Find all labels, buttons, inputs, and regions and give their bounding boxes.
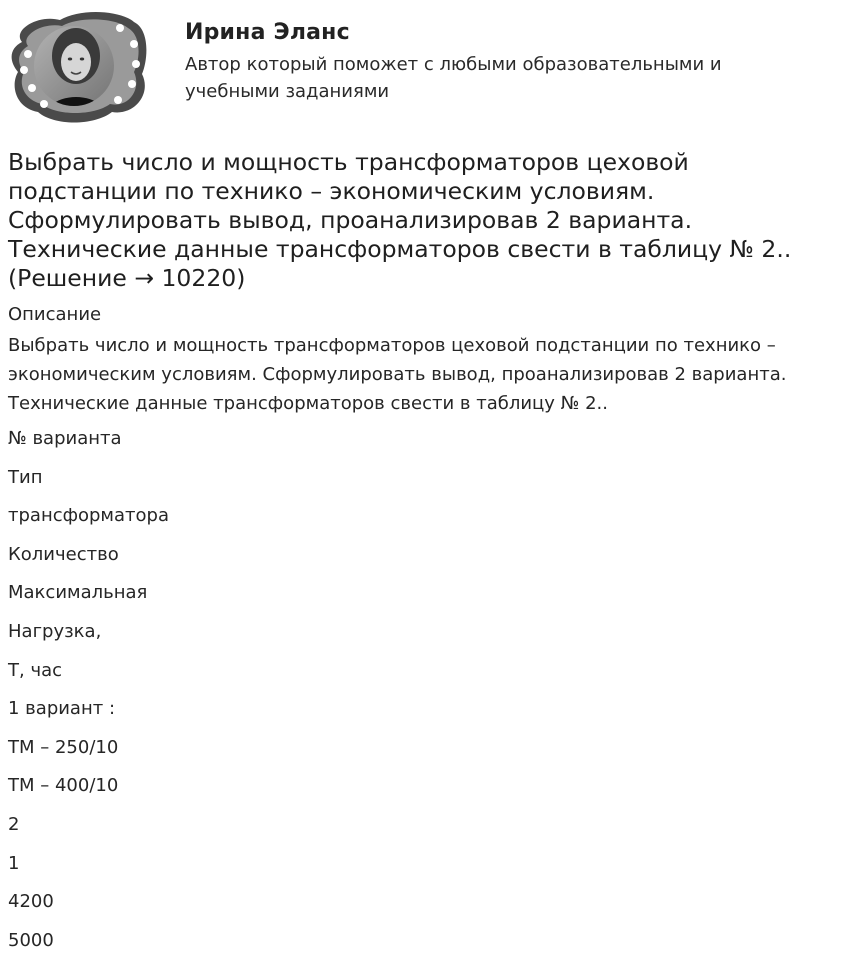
- content-line: Т, час: [8, 659, 62, 681]
- content-line: ТМ – 400/10: [8, 775, 119, 797]
- content-line: Нагрузка,: [8, 620, 102, 642]
- content-line: 2: [8, 813, 20, 835]
- content-line: ТМ – 250/10: [8, 736, 119, 758]
- author-avatar[interactable]: [8, 8, 150, 126]
- content-line: № варианта: [8, 428, 122, 449]
- content-line: 1: [8, 852, 20, 874]
- description-label: Описание: [8, 304, 102, 325]
- content-line: Тип: [8, 466, 43, 488]
- author-block: [8, 8, 838, 126]
- author-name[interactable]: Ирина Эланс: [185, 20, 350, 45]
- avatar-frame-image: [8, 8, 150, 126]
- content-line: 1 вариант :: [8, 698, 116, 720]
- description-text: Выбрать число и мощность трансформаторов цеховой подстанции по технико – экономическим условиям. Сформулировать вывод, проанализировав 2 варианта. Технические данные трансформаторов свести в таблицу № 2..: [8, 335, 787, 414]
- content-line: 4200: [8, 891, 54, 913]
- content-line: трансформатора: [8, 505, 169, 527]
- table-content-lines: [8, 426, 838, 966]
- content-line: Количество: [8, 543, 119, 565]
- page-title: Выбрать число и мощность трансформаторов цеховой подстанции по технико – экономическим условиям. Сформулировать вывод, проанализировав 2 варианта. Технические данные трансформаторов свести в таблицу № 2.. (Решение → 10220): [8, 148, 792, 292]
- author-description: Автор который поможет с любыми образовательными и учебными заданиями: [185, 54, 722, 102]
- content-line: Максимальная: [8, 582, 148, 604]
- content-line: 5000: [8, 929, 54, 951]
